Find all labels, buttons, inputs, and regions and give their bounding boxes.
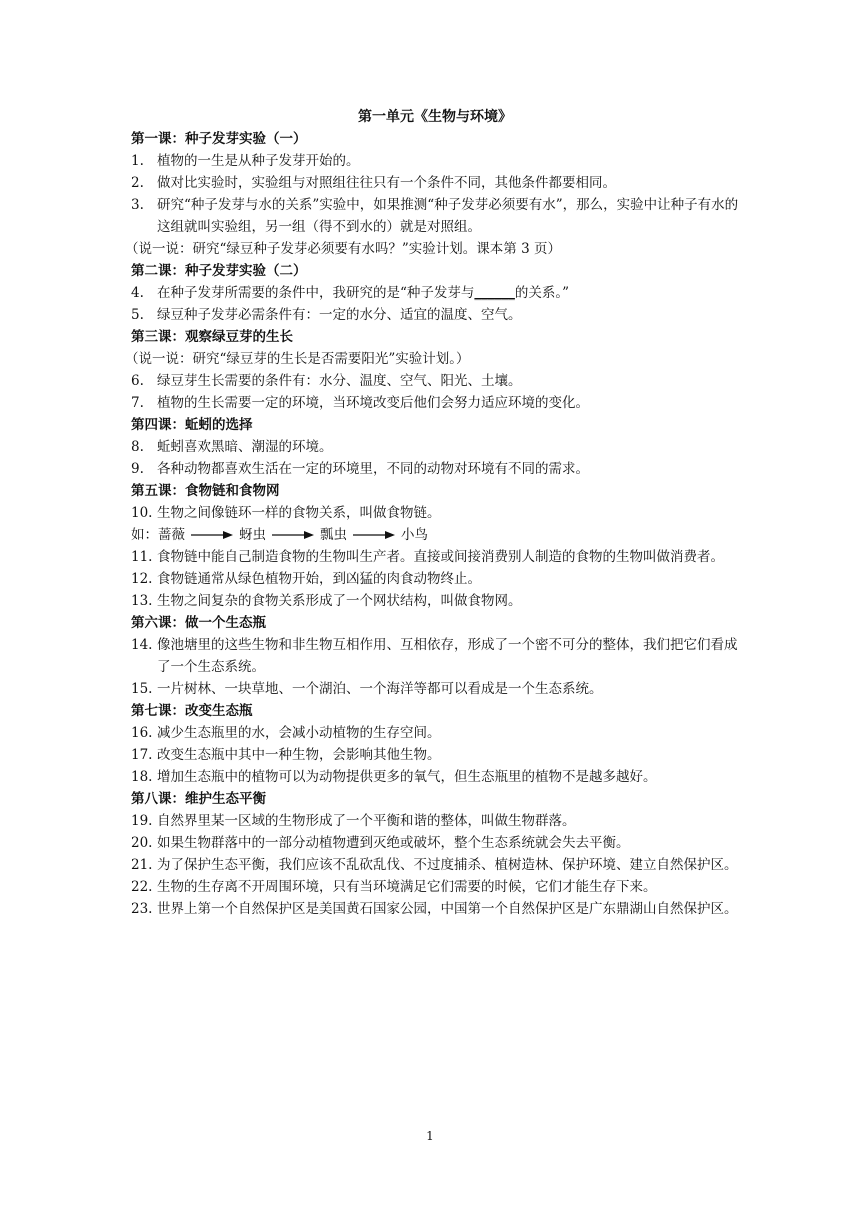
page-title: 第一单元《生物与环境》 <box>358 109 512 125</box>
list-item <box>131 744 739 766</box>
item-text: 增加生态瓶中的植物可以为动物提供更多的氧气，但生态瓶里的植物不是越多越好。 <box>157 769 657 785</box>
discussion-note: （说一说：研究“绿豆种子发芽必须要有水吗？”实验计划。课本第 3 页） <box>125 241 561 257</box>
item-number: 1. <box>131 153 144 169</box>
item-text: 一片树林、一块草地、一个湖泊、一个海洋等都可以看成是一个生态系统。 <box>157 681 603 697</box>
item-number: 17. <box>131 747 153 763</box>
item-text-after: 的关系。” <box>514 285 570 301</box>
fill-in-blank: ______ <box>474 285 515 301</box>
list-item <box>131 150 739 172</box>
lesson-heading: 第八课：维护生态平衡 <box>131 791 266 807</box>
chain-step: 蔷薇 <box>158 527 185 543</box>
item-number: 5. <box>131 307 144 323</box>
item-text: 食物链中能自己制造食物的生物叫生产者。直接或间接消费别人制造的食物的生物叫做消费者。 <box>157 549 724 565</box>
list-item <box>131 810 739 832</box>
page-number: 1 <box>426 1129 434 1143</box>
list-item <box>131 370 739 392</box>
list-item <box>131 546 739 568</box>
chain-step: 蚜虫 <box>239 527 266 543</box>
item-number: 11. <box>131 549 153 565</box>
item-text: 生物之间复杂的食物关系形成了一个网状结构，叫做食物网。 <box>157 593 522 609</box>
item-number: 12. <box>131 571 153 587</box>
list-item <box>131 898 739 920</box>
lesson-heading: 第七课：改变生态瓶 <box>131 703 253 719</box>
document-body <box>125 106 739 920</box>
item-text: 像池塘里的这些生物和非生物互相作用、互相依存，形成了一个密不可分的整体，我们把它们看成了一个生态系统。 <box>157 637 738 675</box>
item-number: 14. <box>131 637 153 653</box>
item-text <box>157 282 739 304</box>
list-item <box>131 392 739 414</box>
arrow-right-icon <box>191 530 233 540</box>
list-item <box>131 282 739 304</box>
chain-prefix: 如： <box>131 527 158 543</box>
chain-step: 瓢虫 <box>320 527 347 543</box>
arrow-right-icon <box>272 530 314 540</box>
item-text: 为了保护生态平衡，我们应该不乱砍乱伐、不过度捕杀、植树造林、保护环境、建立自然保护区。 <box>157 857 738 873</box>
list-item <box>131 304 739 326</box>
list-item <box>131 678 739 700</box>
list-item <box>131 458 739 480</box>
item-number: 21. <box>131 857 153 873</box>
item-number: 6. <box>131 373 144 389</box>
item-text: 绿豆种子发芽必需条件有：一定的水分、适宜的温度、空气。 <box>157 307 522 323</box>
lesson-heading: 第二课：种子发芽实验（二） <box>131 263 307 279</box>
list-item <box>131 634 739 678</box>
item-number: 8. <box>131 439 144 455</box>
arrow-right-icon <box>353 530 395 540</box>
list-item <box>131 502 739 524</box>
list-item <box>131 876 739 898</box>
item-number: 23. <box>131 901 153 917</box>
item-number: 10. <box>131 505 153 521</box>
lesson-heading: 第五课：食物链和食物网 <box>131 483 280 499</box>
item-number: 3. <box>131 197 144 213</box>
list-item <box>131 194 739 238</box>
item-text: 各种动物都喜欢生活在一定的环境里，不同的动物对环境有不同的需求。 <box>157 461 589 477</box>
list-item <box>131 568 739 590</box>
list-item <box>131 172 739 194</box>
list-item <box>131 722 739 744</box>
item-number: 19. <box>131 813 153 829</box>
item-text: 自然界里某一区域的生物形成了一个平衡和谐的整体，叫做生物群落。 <box>157 813 576 829</box>
list-item <box>131 832 739 854</box>
item-text: 生物之间像链环一样的食物关系，叫做食物链。 <box>157 505 441 521</box>
item-text: 植物的生长需要一定的环境，当环境改变后他们会努力适应环境的变化。 <box>157 395 589 411</box>
item-number: 15. <box>131 681 153 697</box>
lesson-heading: 第四课：蚯蚓的选择 <box>131 417 253 433</box>
item-text: 绿豆芽生长需要的条件有：水分、温度、空气、阳光、土壤。 <box>157 373 522 389</box>
item-number: 4. <box>131 285 144 301</box>
item-text: 生物的生存离不开周围环境，只有当环境满足它们需要的时候，它们才能生存下来。 <box>157 879 657 895</box>
item-number: 18. <box>131 769 153 785</box>
list-item <box>131 436 739 458</box>
item-text: 如果生物群落中的一部分动植物遭到灭绝或破坏，整个生态系统就会失去平衡。 <box>157 835 630 851</box>
item-number: 2. <box>131 175 144 191</box>
lesson-heading: 第一课：种子发芽实验（一） <box>131 131 307 147</box>
item-number: 20. <box>131 835 153 851</box>
item-number: 7. <box>131 395 144 411</box>
item-text: 做对比实验时，实验组与对照组往往只有一个条件不同，其他条件都要相同。 <box>157 175 616 191</box>
item-text: 食物链通常从绿色植物开始，到凶猛的肉食动物终止。 <box>157 571 481 587</box>
chain-step: 小鸟 <box>401 527 428 543</box>
lesson-heading: 第三课：观察绿豆芽的生长 <box>131 329 293 345</box>
item-number: 22. <box>131 879 153 895</box>
item-text: 植物的一生是从种子发芽开始的。 <box>157 153 360 169</box>
item-text: 蚯蚓喜欢黑暗、潮湿的环境。 <box>157 439 333 455</box>
list-item <box>131 766 739 788</box>
item-text-before: 在种子发芽所需要的条件中，我研究的是“种子发芽与 <box>157 285 475 301</box>
list-item <box>131 590 739 612</box>
item-text: 改变生态瓶中其中一种生物，会影响其他生物。 <box>157 747 441 763</box>
item-text: 减少生态瓶里的水，会减小动植物的生存空间。 <box>157 725 441 741</box>
list-item <box>131 854 739 876</box>
lesson-heading: 第六课：做一个生态瓶 <box>131 615 266 631</box>
food-chain-example <box>131 524 739 546</box>
item-number: 16. <box>131 725 153 741</box>
item-text: 世界上第一个自然保护区是美国黄石国家公园，中国第一个自然保护区是广东鼎湖山自然保护区。 <box>157 901 738 917</box>
item-number: 13. <box>131 593 153 609</box>
discussion-note: （说一说：研究“绿豆芽的生长是否需要阳光”实验计划。） <box>125 351 470 367</box>
item-text: 研究“种子发芽与水的关系”实验中，如果推测“种子发芽必须要有水”，那么，实验中让种子有水的这组就叫实验组，另一组（得不到水的）就是对照组。 <box>157 197 739 235</box>
item-number: 9. <box>131 461 144 477</box>
